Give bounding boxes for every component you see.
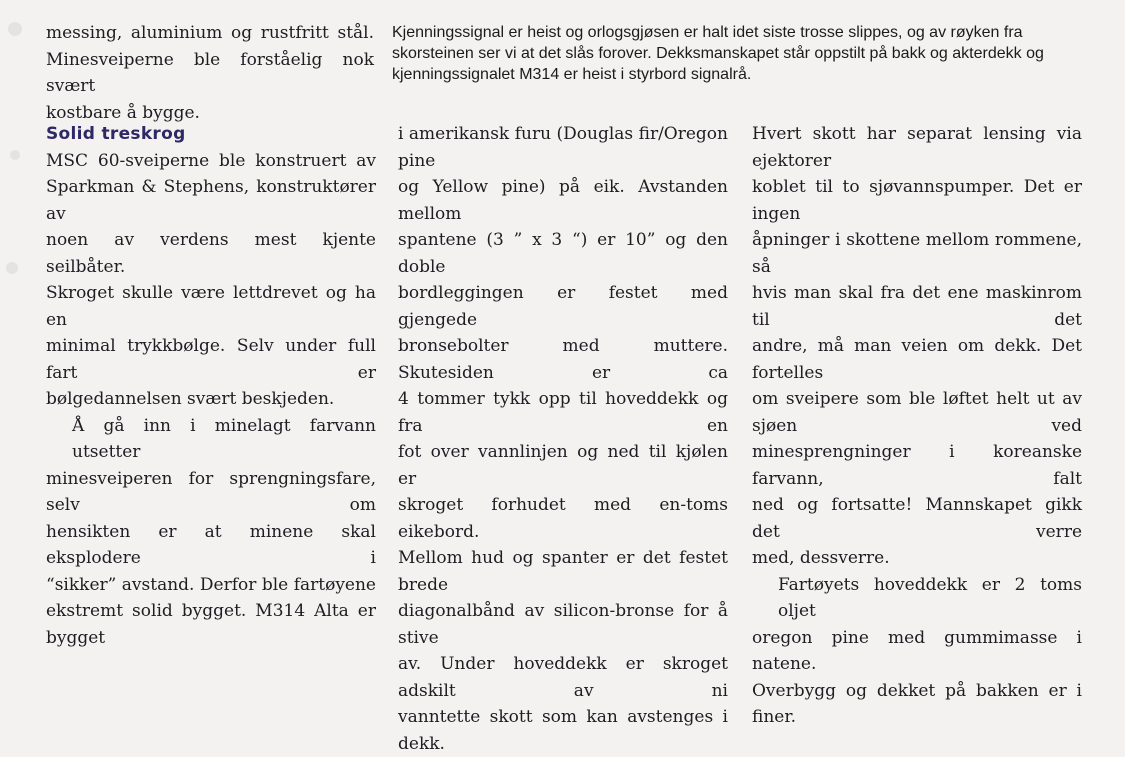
text-line: koblet til to sjøvannspumper. Det er ingen bbox=[752, 177, 1082, 224]
text-line: diagonalbånd av silicon-bronse for å stive bbox=[398, 601, 728, 648]
text-line: om sveipere som ble løftet helt ut av sjøen ved bbox=[752, 389, 1082, 436]
text-line: kostbare å bygge. bbox=[46, 102, 200, 123]
column-3 bbox=[752, 121, 1082, 731]
text-line: og Yellow pine) på eik. Avstanden mellom bbox=[398, 177, 728, 224]
caption-line: kjenningssignalet M314 er heist i styrbord signalrå. bbox=[392, 66, 752, 83]
text-line: 4 tommer tykk opp til hoveddekk og fra en bbox=[398, 389, 728, 436]
text-line: Overbygg og dekket på bakken er i finer. bbox=[752, 680, 1082, 727]
text-line: Hvert skott har separat lensing via ejektorer bbox=[752, 124, 1082, 171]
text-line: bronsebolter med muttere. Skutesiden er ca bbox=[398, 336, 728, 383]
text-line: Minesveiperne ble forståelig nok svært bbox=[46, 49, 374, 96]
text-line: med, dessverre. bbox=[752, 548, 890, 568]
section-heading: Solid treskrog bbox=[46, 124, 186, 144]
text-line: MSC 60-sveiperne ble konstruert av bbox=[46, 150, 376, 171]
text-line: bordleggingen er festet med gjengede bbox=[398, 283, 728, 330]
text-line: i amerikansk furu (Douglas fir/Oregon pine bbox=[398, 124, 728, 171]
text-line: oregon pine med gummimasse i natene. bbox=[752, 627, 1082, 674]
column-2 bbox=[398, 121, 728, 757]
text-line: andre, må man veien om dekk. Det fortelles bbox=[752, 336, 1082, 383]
text-line: minesveiperen for sprengningsfare, selv om bbox=[46, 468, 376, 515]
text-line: minesprengninger i koreanske farvann, falt bbox=[752, 442, 1082, 489]
text-line: Sparkman & Stephens, konstruktører av bbox=[46, 177, 376, 224]
caption-line: Kjenningssignal er heist og orlogsgjøsen er halt idet siste trosse slippes, og av røyken fra bbox=[392, 24, 1023, 41]
text-line: Å gå inn i minelagt farvann utsetter bbox=[72, 415, 376, 462]
text-line: spantene (3 ” x 3 “) er 10” og den doble bbox=[398, 230, 728, 277]
text-line: ned og fortsatte! Mannskapet gikk det verre bbox=[752, 495, 1082, 542]
photo-caption bbox=[392, 22, 1092, 85]
text-line: minimal trykkbølge. Selv under full fart er bbox=[46, 336, 376, 383]
text-line: messing, aluminium og rustfritt stål. bbox=[46, 23, 374, 43]
scan-smudge bbox=[6, 262, 18, 274]
top-left-paragraph bbox=[46, 20, 374, 126]
text-line: åpninger i skottene mellom rommene, så bbox=[752, 230, 1082, 277]
text-line: Fartøyets hoveddekk er 2 toms oljet bbox=[778, 574, 1082, 621]
text-line: Skroget skulle være lettdrevet og ha en bbox=[46, 283, 376, 330]
text-line: hvis man skal fra det ene maskinrom til det bbox=[752, 283, 1082, 330]
text-line: av. Under hoveddekk er skroget adskilt av ni bbox=[398, 654, 728, 701]
column-1 bbox=[46, 121, 376, 651]
text-line: skroget forhudet med en-toms eikebord. bbox=[398, 495, 728, 542]
text-line: vanntette skott som kan avstenges i dekk. bbox=[398, 707, 728, 754]
scan-smudge bbox=[8, 22, 22, 36]
text-line: bølgedannelsen svært beskjeden. bbox=[46, 389, 335, 409]
text-line: hensikten er at minene skal eksplodere i bbox=[46, 521, 376, 568]
text-line: Mellom hud og spanter er det festet brede bbox=[398, 548, 728, 595]
text-line: ekstremt solid bygget. M314 Alta er bygget bbox=[46, 601, 376, 648]
text-line: noen av verdens mest kjente seilbåter. bbox=[46, 230, 376, 277]
scan-smudge bbox=[10, 150, 20, 160]
text-line: “sikker” avstand. Derfor ble fartøyene bbox=[46, 574, 376, 595]
caption-line: skorsteinen ser vi at det slås forover. Dekksmanskapet står oppstilt på bakk og akterdekk og bbox=[392, 45, 1044, 62]
text-line: fot over vannlinjen og ned til kjølen er bbox=[398, 442, 728, 489]
